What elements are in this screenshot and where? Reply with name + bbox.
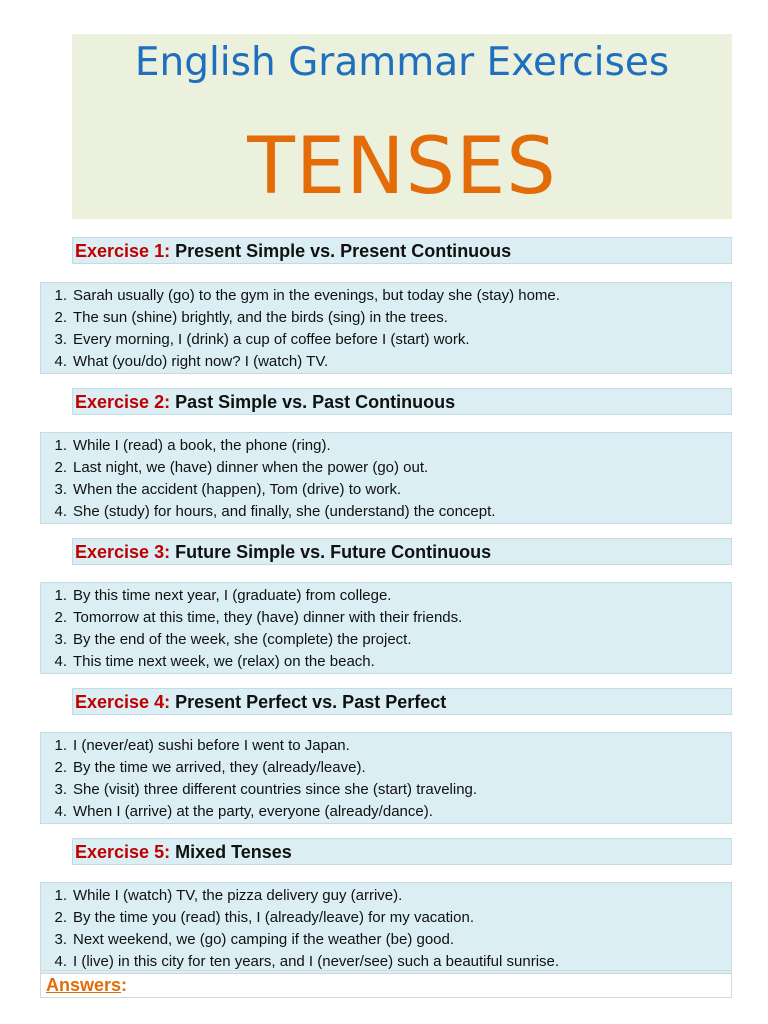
list-item <box>41 629 731 651</box>
item-text: When the accident (happen), Tom (drive) to work. <box>73 481 402 498</box>
list-item <box>41 329 731 351</box>
answers-colon: : <box>121 975 128 995</box>
item-text: While I (watch) TV, the pizza delivery guy (arrive). <box>73 887 403 904</box>
item-number: 2. <box>54 909 67 926</box>
list-item <box>41 501 731 523</box>
exercise-5-heading <box>72 838 732 865</box>
item-text: By the time we arrived, they (already/leave). <box>73 759 366 776</box>
list-item <box>41 779 731 801</box>
list-item <box>41 757 731 779</box>
exercise-label: Exercise 3: <box>75 542 171 562</box>
item-number: 1. <box>54 587 67 604</box>
exercise-4-list <box>40 732 732 824</box>
exercise-label: Exercise 4: <box>75 692 171 712</box>
exercise-label: Exercise 5: <box>75 842 171 862</box>
list-item <box>41 907 731 929</box>
list-item <box>41 457 731 479</box>
exercise-topic: Future Simple vs. Future Continuous <box>175 542 492 562</box>
exercise-topic: Present Simple vs. Present Continuous <box>175 241 512 261</box>
exercise-3-heading <box>72 538 732 565</box>
page-subtitle: English Grammar Exercises <box>134 40 670 85</box>
exercise-3-list <box>40 582 732 674</box>
item-text: Last night, we (have) dinner when the power (go) out. <box>73 459 429 476</box>
exercise-1-list <box>40 282 732 374</box>
item-text: What (you/do) right now? I (watch) TV. <box>73 353 329 370</box>
item-number: 3. <box>54 331 67 348</box>
exercise-topic: Past Simple vs. Past Continuous <box>175 392 456 412</box>
exercise-2-list <box>40 432 732 524</box>
item-number: 2. <box>54 309 67 326</box>
item-number: 4. <box>54 353 67 370</box>
list-item <box>41 351 731 373</box>
list-item <box>41 285 731 307</box>
item-text: Next weekend, we (go) camping if the weather (be) good. <box>73 931 455 948</box>
item-text: I (live) in this city for ten years, and I (never/see) such a beautiful sunrise. <box>73 953 560 970</box>
list-item <box>41 585 731 607</box>
list-item <box>41 435 731 457</box>
page-title: TENSES <box>247 122 557 212</box>
item-number: 1. <box>54 287 67 304</box>
title-banner <box>72 34 732 219</box>
exercise-1-heading <box>72 237 732 264</box>
item-number: 3. <box>54 481 67 498</box>
item-text: She (study) for hours, and finally, she (understand) the concept. <box>73 503 496 520</box>
list-item <box>41 885 731 907</box>
exercise-2-heading <box>72 388 732 415</box>
item-number: 1. <box>54 737 67 754</box>
list-item <box>41 735 731 757</box>
item-number: 1. <box>54 437 67 454</box>
answers-label: Answers <box>46 975 122 995</box>
item-number: 4. <box>54 503 67 520</box>
item-text: I (never/eat) sushi before I went to Japan. <box>73 737 350 754</box>
item-number: 4. <box>54 803 67 820</box>
item-text: Tomorrow at this time, they (have) dinner with their friends. <box>73 609 463 626</box>
list-item <box>41 929 731 951</box>
item-text: She (visit) three different countries since she (start) traveling. <box>73 781 478 798</box>
item-text: When I (arrive) at the party, everyone (already/dance). <box>73 803 433 820</box>
item-text: This time next week, we (relax) on the beach. <box>73 653 375 670</box>
exercise-topic: Present Perfect vs. Past Perfect <box>175 692 447 712</box>
item-number: 4. <box>54 653 67 670</box>
item-text: By the end of the week, she (complete) the project. <box>73 631 412 648</box>
exercise-label: Exercise 1: <box>75 241 171 261</box>
list-item <box>41 651 731 673</box>
item-text: The sun (shine) brightly, and the birds (sing) in the trees. <box>73 309 448 326</box>
item-text: By the time you (read) this, I (already/leave) for my vacation. <box>73 909 474 926</box>
item-text: By this time next year, I (graduate) from college. <box>73 587 392 604</box>
answers-section <box>40 970 732 998</box>
item-number: 3. <box>54 781 67 798</box>
list-item <box>41 479 731 501</box>
list-item <box>41 801 731 823</box>
exercise-label: Exercise 2: <box>75 392 171 412</box>
list-item <box>41 607 731 629</box>
item-number: 4. <box>54 953 67 970</box>
item-text: Every morning, I (drink) a cup of coffee before I (start) work. <box>73 331 470 348</box>
item-number: 3. <box>54 931 67 948</box>
item-number: 1. <box>54 887 67 904</box>
item-number: 3. <box>54 631 67 648</box>
item-number: 2. <box>54 759 67 776</box>
exercise-4-heading <box>72 688 732 715</box>
list-item <box>41 307 731 329</box>
item-number: 2. <box>54 459 67 476</box>
exercise-5-list <box>40 882 732 974</box>
item-text: While I (read) a book, the phone (ring). <box>73 437 331 454</box>
item-text: Sarah usually (go) to the gym in the evenings, but today she (stay) home. <box>73 287 560 304</box>
exercise-topic: Mixed Tenses <box>175 842 292 862</box>
item-number: 2. <box>54 609 67 626</box>
